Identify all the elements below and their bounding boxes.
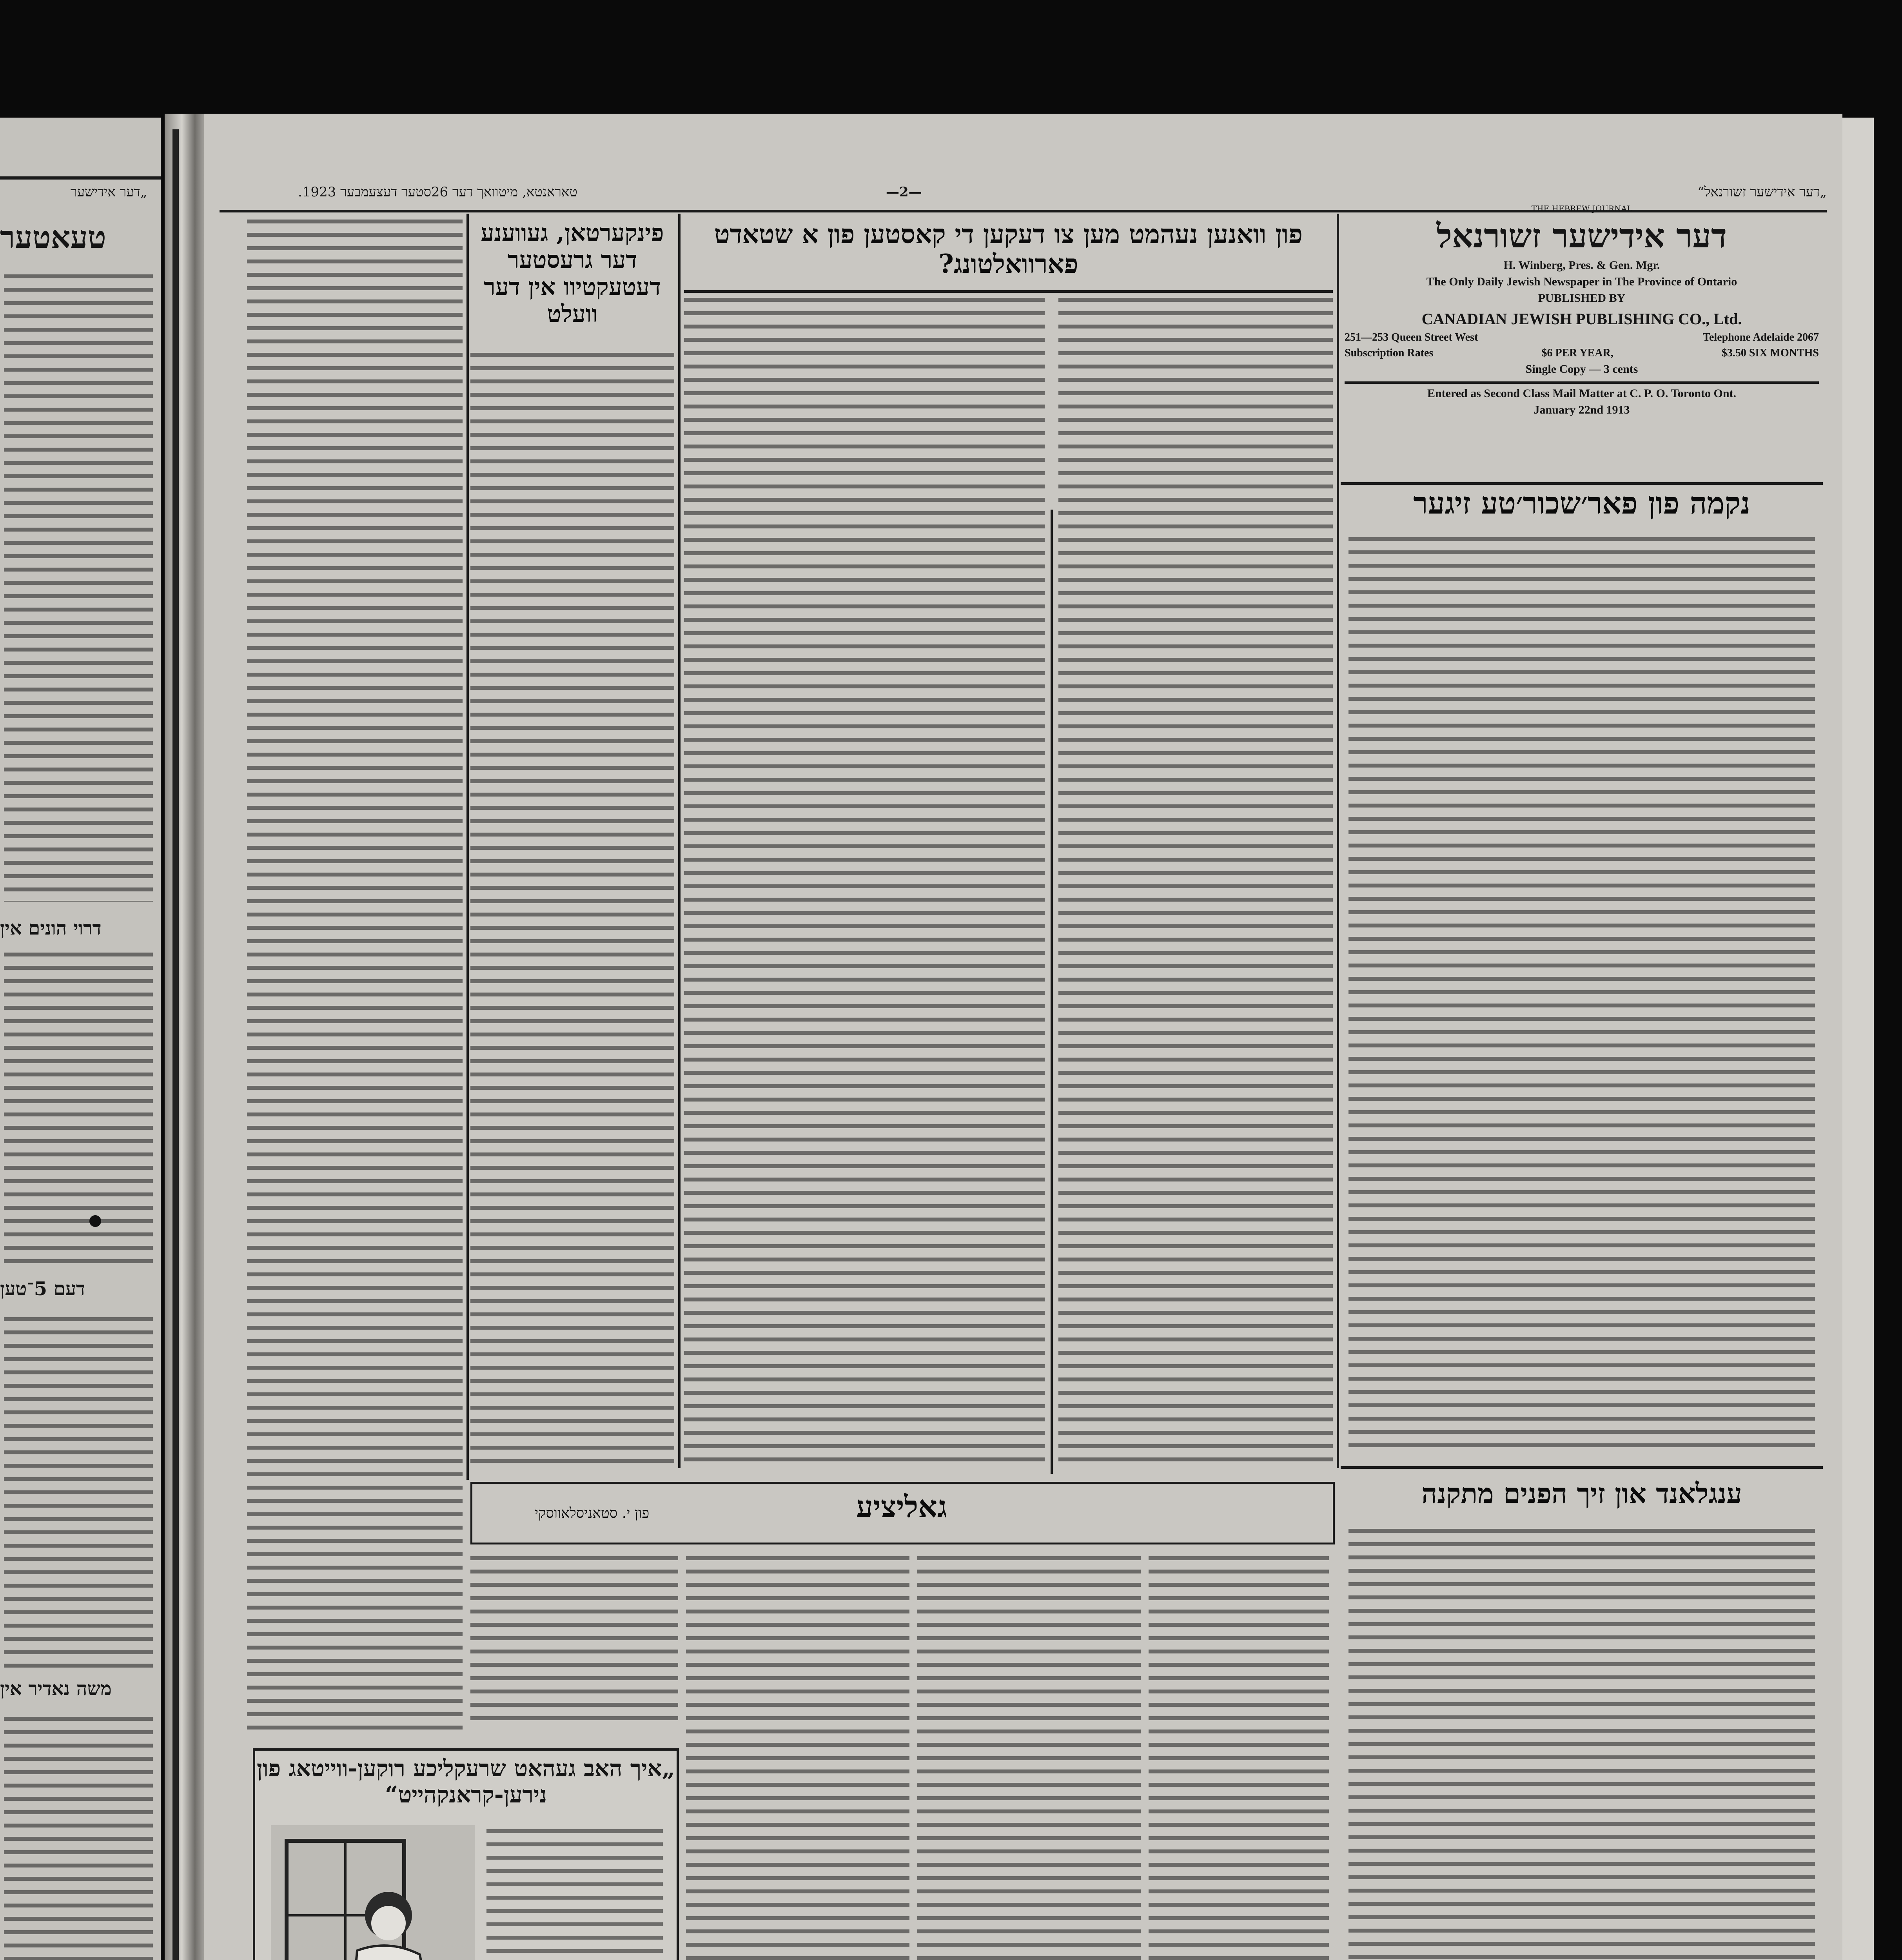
column-rule-1	[1337, 214, 1339, 1468]
center-column-a	[1058, 298, 1333, 1470]
strip-top-rule	[0, 176, 161, 180]
galicia-column-3	[686, 1556, 909, 1960]
england-top-rule	[1341, 1466, 1823, 1469]
masthead	[1345, 204, 1819, 490]
masthead-telephone: Telephone Adelaide 2067	[1702, 331, 1819, 343]
masthead-english-name: THE HEBREW JOURNAL	[1531, 204, 1632, 213]
center-headline-rule	[684, 290, 1333, 293]
masthead-bottom-rule	[1341, 482, 1823, 485]
strip-text-block-4	[4, 1717, 153, 1960]
masthead-rule	[1345, 381, 1819, 384]
column-rule-2	[1051, 510, 1053, 1474]
column-rule-4	[466, 214, 469, 1480]
woman-illustration	[271, 1825, 475, 1960]
masthead-title: דער אידישער זשורנאל	[1436, 216, 1727, 255]
masthead-entered: Entered as Second Class Mail Matter at C. P. O. Toronto Ont.	[1427, 387, 1737, 400]
adjacent-page-strip	[0, 118, 161, 1960]
england-headline: ענגלאנד און זיך הפנים מתקנה	[1421, 1477, 1742, 1510]
pinkerton-body	[470, 353, 674, 1466]
strip-subhead-2: דעם 5־טען	[0, 1278, 85, 1300]
header-paper-name: „דער אידישער זשורנאל“	[1697, 184, 1827, 200]
left-column-body	[247, 220, 463, 1733]
ink-spot	[89, 1215, 101, 1227]
strip-text-block-3	[4, 1317, 153, 1670]
strip-subhead-3: משה נאדיר אין	[0, 1678, 112, 1700]
masthead-rates-row	[1345, 347, 1819, 359]
ad-body-text	[486, 1829, 663, 1960]
galicia-column-2	[917, 1556, 1141, 1960]
masthead-single-copy: Single Copy — 3 cents	[1525, 363, 1638, 376]
kidney-pills-advertisement	[253, 1748, 679, 1960]
masthead-contact-row	[1345, 331, 1819, 344]
galicia-column-4	[470, 1556, 678, 1721]
strip-header: „דער אידישער	[71, 184, 147, 200]
masthead-six-months: $3.50 SIX MONTHS	[1721, 347, 1819, 359]
binding-fold	[172, 129, 179, 1960]
pinkerton-headline: פינקערטאן, געווענע דער גרעסטער דעטעקטיוו אין דער וועלט	[481, 219, 664, 328]
binding-edge	[165, 114, 208, 1960]
header-page-number: —2—	[886, 184, 922, 200]
header-dateline: טאראנטא, מיטוואך דער 26סטער דעצעמבער 1923.	[298, 184, 577, 200]
masthead-officers: H. Winberg, Pres. & Gen. Mgr.	[1503, 259, 1660, 272]
right-page-edge	[1842, 118, 1874, 1960]
masthead-address: 251—253 Queen Street West	[1345, 331, 1478, 343]
galicia-byline: פון י. סטאניסלאווסקי	[534, 1505, 650, 1521]
masthead-tagline: The Only Daily Jewish Newspaper in The Province of Ontario	[1426, 275, 1737, 288]
center-column-b	[684, 298, 1045, 1470]
strip-text-block-2	[4, 953, 153, 1266]
masthead-per-year: $6 PER YEAR,	[1541, 347, 1613, 359]
editorial-headline: נקמה פון פאר׳שכור׳טע זיגער	[1413, 486, 1750, 521]
strip-title: טעאטער	[0, 220, 106, 255]
masthead-published-by: PUBLISHED BY	[1538, 292, 1626, 305]
municipal-costs-headline: פון וואנען נעהמט מען צו דעקען די קאסטען פון א שטאדט פארוואלטונג?	[714, 219, 1303, 279]
masthead-subscription-label: Subscription Rates	[1345, 347, 1434, 359]
masthead-publisher: CANADIAN JEWISH PUBLISHING CO., Ltd.	[1421, 310, 1742, 328]
masthead-entered-date: January 22nd 1913	[1534, 403, 1630, 416]
galicia-column-1	[1149, 1556, 1329, 1960]
column-rule-3	[678, 214, 681, 1468]
england-body	[1348, 1529, 1815, 1960]
editorial-body	[1348, 537, 1815, 1450]
galicia-title: גאליציע	[856, 1489, 947, 1524]
strip-text-block	[4, 274, 153, 902]
strip-subhead-1: דרוי הונים אין	[0, 917, 102, 939]
ad-headline: „איך האב געהאט שרעקליכע רוקען-ווייטאג פון נירען-קראנקהייט“	[256, 1755, 675, 1808]
